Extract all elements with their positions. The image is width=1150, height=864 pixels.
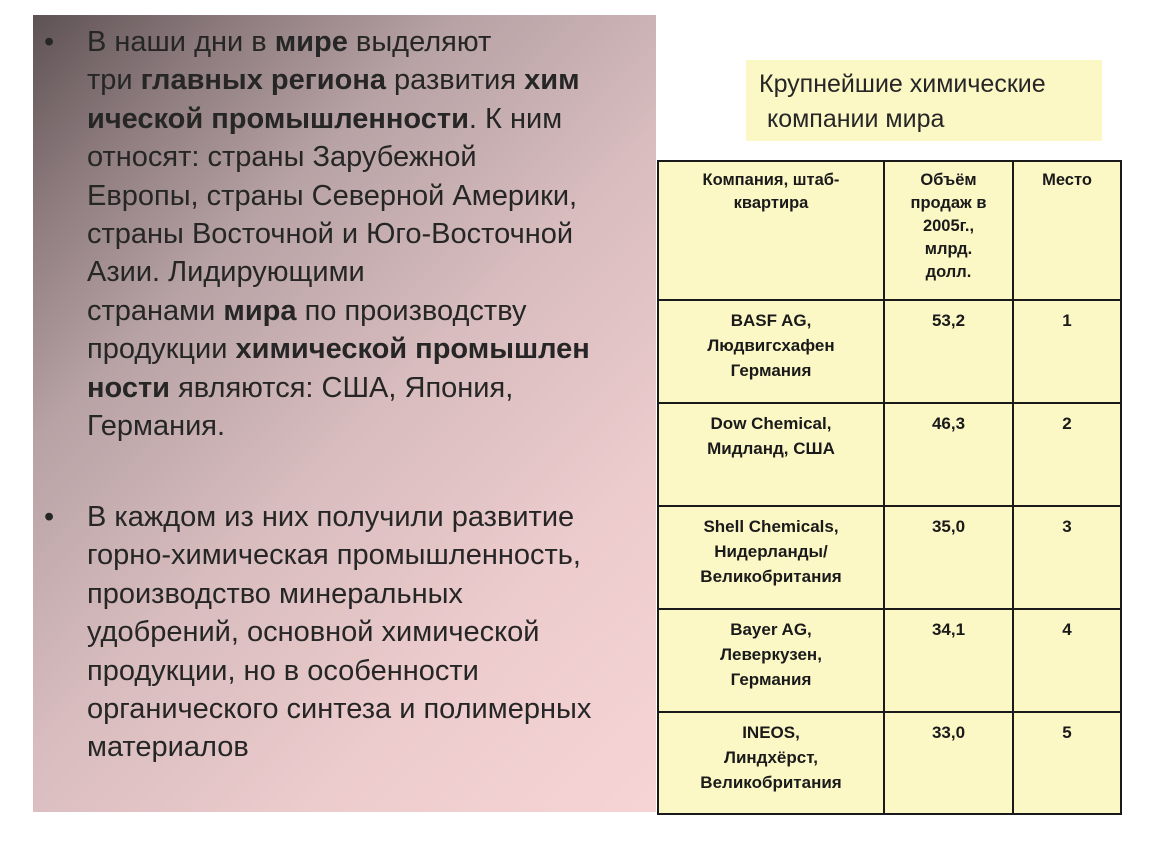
bullet-paragraph-2 [87, 498, 647, 767]
company-cell: Shell Chemicals, Нидерланды/ Великобритания [658, 506, 884, 609]
header-place: Место [1013, 161, 1121, 300]
text-line: производство минеральных [87, 577, 463, 610]
company-cell: Dow Chemical, Мидланд, США [658, 403, 884, 506]
text-line: материалов [87, 731, 249, 764]
sales-cell: 53,2 [884, 300, 1013, 403]
table-title-line-2: компании мира [767, 105, 945, 133]
place-cell: 3 [1013, 506, 1121, 609]
bullet-marker-1: • [44, 26, 55, 58]
company-cell: BASF AG, Людвигсхафен Германия [658, 300, 884, 403]
text-line: продукции химической промышлен [87, 333, 590, 366]
header-sales: Объём продаж в 2005г., млрд. долл. [884, 161, 1013, 300]
place-cell: 1 [1013, 300, 1121, 403]
chemical-companies-table [657, 160, 1122, 815]
table-row [658, 403, 1121, 506]
table-title-line-1: Крупнейшие химические [759, 70, 1046, 98]
table-row [658, 300, 1121, 403]
text-line: ической промышленности. К ним [87, 102, 563, 135]
header-company: Компания, штаб- квартира [658, 161, 884, 300]
company-cell: INEOS, Линдхёрст, Великобритания [658, 712, 884, 814]
text-line: три главных региона развития хим [87, 64, 580, 97]
text-line: В наши дни в мире выделяют [87, 26, 492, 58]
text-line: страны Восточной и Юго-Восточной [87, 218, 574, 251]
text-line: горно-химическая промышленность, [87, 539, 581, 572]
table-row [658, 506, 1121, 609]
place-cell: 2 [1013, 403, 1121, 506]
text-line: Европы, страны Северной Америки, [87, 179, 578, 212]
text-line: ности являются: США, Япония, [87, 371, 514, 404]
table-header-row [658, 161, 1121, 300]
table-title-box [746, 60, 1102, 141]
place-cell: 5 [1013, 712, 1121, 814]
text-line: Германия. [87, 410, 226, 443]
text-line: органического синтеза и полимерных [87, 693, 592, 726]
sales-cell: 34,1 [884, 609, 1013, 712]
text-line: странами мира по производству [87, 294, 527, 327]
sales-cell: 33,0 [884, 712, 1013, 814]
table-row [658, 609, 1121, 712]
text-line: В каждом из них получили развитие [87, 501, 575, 533]
text-line: относят: страны Зарубежной [87, 141, 477, 174]
bullet-marker-2: • [44, 501, 55, 533]
text-line: продукции, но в особенности [87, 654, 479, 687]
company-cell: Bayer AG, Леверкузен, Германия [658, 609, 884, 712]
table-row [658, 712, 1121, 814]
sales-cell: 46,3 [884, 403, 1013, 506]
sales-cell: 35,0 [884, 506, 1013, 609]
place-cell: 4 [1013, 609, 1121, 712]
text-line: Азии. Лидирующими [87, 256, 365, 289]
bullet-paragraph-1 [87, 23, 647, 445]
text-line: удобрений, основной химической [87, 616, 540, 649]
